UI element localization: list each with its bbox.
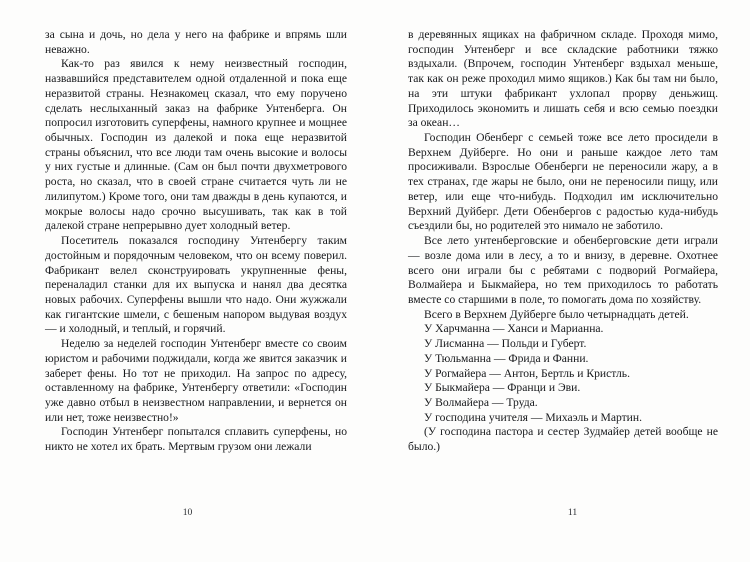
page-right-paragraph: Все лето унтенберговские и обенберговские дети играли — возле дома или в лесу, а то и внизу, в деревне. Охотнее всего они играли бы с ребятами с подворий Рогмайера, Волмайера и Быкмайера, но тем приходилось то работать вместе со старшими в поле, то помогать дома по хозяйству. [408,234,718,306]
page-right-paragraph: У Харчманна — Ханси и Марианна. [424,322,604,336]
page-right-paragraph: Господин Обенберг с семьей тоже все лето просидели в Верхнем Дуйберге. Но они и раньше каждое лето там просиживали. Взрослые Обенберги не переносили жару, а в тех странах, где жары не было, они не переносили пищу, или ветер, или еще что-нибудь. Подходил им исключительно Верхний Дуйберг. Дети Обенбергов с радостью куда-нибудь съездили бы, но родителей это нимало не заботило. [408,131,718,233]
page-left-paragraph: Господин Унтенберг попытался сплавить суперфены, но никто не хотел их брать. Мертвым грузом они лежали [45,425,347,454]
page-right-paragraph: Всего в Верхнем Дуйберге было четырнадцать детей. [424,307,689,321]
page-right-paragraph: в деревянных ящиках на фабричном складе. Проходя мимо, господин Унтенберг и все складские работники тяжко вздыхали. (Впрочем, господин Унтенберг вздыхал меньше, так как он реже проходил мимо ящиков.) Как бы там ни было, на эти штуки фабрикант ухлопал прорву деньжищ. Приходилось экономить и лишать себя и всю семью поездки за океан… [408,28,718,130]
page-right [375,0,750,562]
page-number-left: 10 [182,507,193,518]
page-left-paragraph: Посетитель показался господину Унтенбергу таким достойным и порядочным человеком, что он всему поверил. Фабрикант велел сконструировать укрупненные фены, переналадил станки для их выпуска и нанял два десятка новых рабочих. Суперфены вышли что надо. Они жужжали как гигантские шмели, с бешеным напором выдувая воздух — и холодный, и теплый, и горячий. [45,234,347,336]
page-left-textblock [45,28,347,455]
page-left-paragraph: Неделю за неделей господин Унтенберг вместе со своим юристом и рабочими поджидали, когда же явится заказчик и заберет фены. Но тот не приходил. На запрос по адресу, оставленному на фабрике, Унтенбергу ответили: «Господин уже давно отбыл в неизвестном направлении, и вернется он или нет, тоже неизвестно!» [45,337,347,424]
page-right-paragraph: (У господина пастора и сестер Зудмайер детей вообще не было.) [408,425,718,454]
page-right-paragraph: У Волмайера — Труда. [424,395,538,409]
page-right-paragraph: У Рогмайера — Антон, Бертль и Кристль. [424,366,630,380]
page-left-paragraph: за сына и дочь, но дела у него на фабрике и впрямь шли неважно. [45,28,347,56]
page-right-paragraph: У господина учителя — Михаэль и Мартин. [424,410,642,424]
page-right-paragraph: У Лисманна — Польди и Губерт. [424,337,587,351]
page-right-textblock [408,28,718,455]
page-number-right: 11 [567,507,578,518]
page-right-paragraph: У Тюльманна — Фрида и Фанни. [424,351,589,365]
page-left-paragraph: Как-то раз явился к нему неизвестный господин, назвавшийся представителем одной отдаленной и пока еще неразвитой страны. Незнакомец сказал, что ему поручено сделать неслыханный заказ на фабрике Унтенберга. Он попросил изготовить суперфены, намного крупнее и мощнее обычных. Господин из далекой и пока еще неразвитой страны объяснил, что все люди там очень высокие и волосы у них густые и длинные. (Сам он был почти двухметрового роста, но сказал, что в своей стране считается чуть ли не лилипутом.) Кроме того, они там дважды в день купаются, и мокрые волосы надо срочно высушивать, так как в той далекой стране непрерывно дует холодный ветер. [45,57,347,233]
page-right-paragraph: У Быкмайера — Франци и Эви. [424,381,581,395]
